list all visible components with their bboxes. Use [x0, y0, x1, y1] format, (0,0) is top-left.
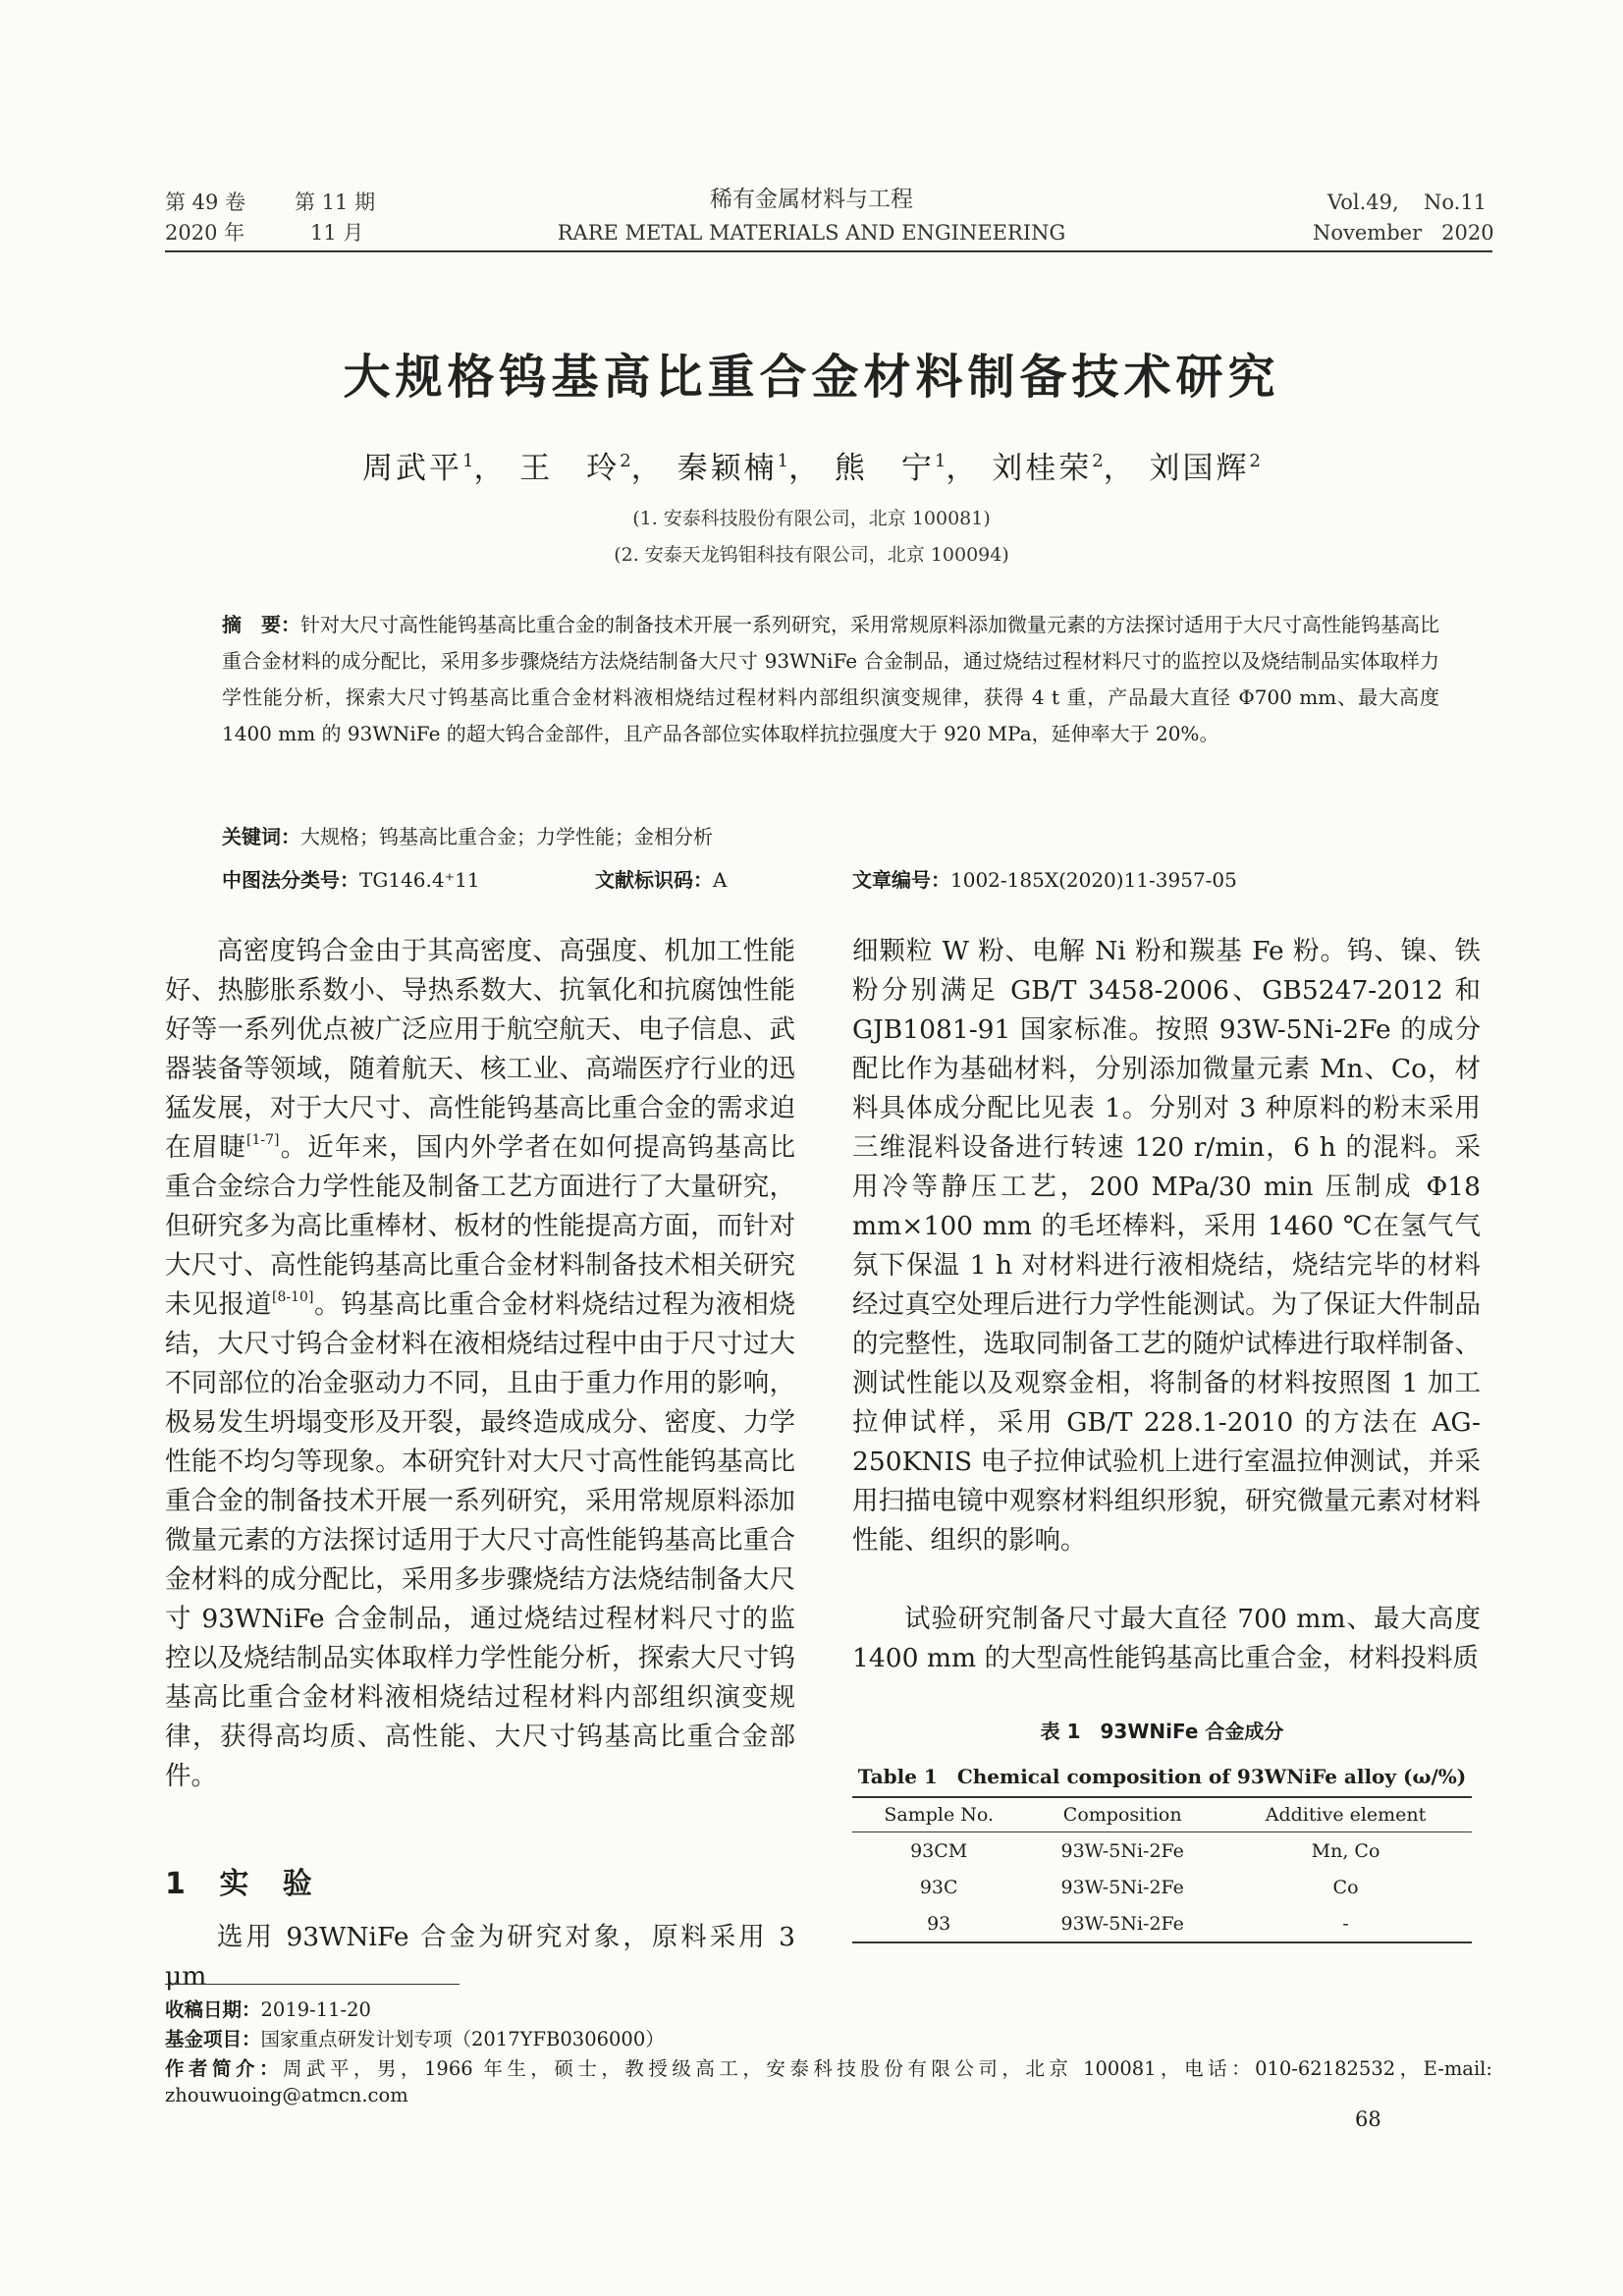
- table-header-cell: Composition: [1025, 1797, 1219, 1832]
- citation-8-10: [8-10]: [272, 1289, 314, 1305]
- table-cell: 93: [852, 1905, 1025, 1942]
- table-cell: 93W-5Ni-2Fe: [1060, 1839, 1184, 1862]
- article-number: 文章编号：1002-185X(2020)11-3957-05: [852, 868, 1237, 892]
- header-rule: [165, 250, 1492, 252]
- table-cell: 93C: [919, 1876, 958, 1898]
- table-cell: Co: [1332, 1876, 1359, 1898]
- author-6: 刘国辉$^2$: [1149, 451, 1261, 486]
- header-month: 11 月: [310, 221, 364, 245]
- header-no-en: No.11: [1424, 191, 1488, 214]
- affiliation-1: (1. 安泰科技股份有限公司，北京 100081): [632, 508, 991, 529]
- experiment-paragraph-left: 选用 93WNiFe 合金为研究对象，原料采用 3 μm: [165, 1922, 795, 1992]
- table-row: [852, 1905, 1472, 1942]
- table-cell: Mn, Co: [1311, 1839, 1380, 1862]
- header-issue: 第 11 期: [295, 191, 376, 214]
- header-vol-en: Vol.49,: [1327, 191, 1399, 214]
- author-2: 王 玲$^2$，: [519, 451, 665, 486]
- keywords-text: 大规格；钨基高比重合金；力学性能；金相分析: [300, 825, 713, 848]
- intro-paragraph: 高密度钨合金由于其高密度、高强度、机加工性能好、热膨胀系数小、导热系数大、抗氧化和抗腐蚀性能好等一系列优点被广泛应用于航空航天、电子信息、武器装备等领域，随着航天、核工业、高端医疗行业的迅猛发展，对于大尺寸、高性能钨基高比重合金的需求迫在眉睫[1-7]。近年来，国内外学者在如何提高钨基高比重合金综合力学性能及制备工艺方面进行了大量研究，但研究多为高比重棒材、板材的性能提高方面，而针对大尺寸、高性能钨基高比重合金材料制备技术相关研究未见报道[8-10]。钨基高比重合金材料烧结过程为液相烧结，大尺寸钨合金材料在液相烧结过程中由于尺寸过大不同部位的冶金驱动力不同，且由于重力作用的影响，极易发生坍塌变形及开裂，最终造成成分、密度、力学性能不均匀等现象。本研究针对大尺寸高性能钨基高比重合金的制备技术开展一系列研究，采用常规原料添加微量元素的方法探讨适用于大尺寸高性能钨基高比重合金材料的成分配比，采用多步骤烧结方法烧结制备大尺寸 93WNiFe 合金制品，通过烧结过程材料尺寸的监控以及烧结制品实体取样力学性能分析，探索大尺寸钨基高比重合金材料液相烧结过程材料内部组织演变规律，获得高均质、高性能、大尺寸钨基高比重合金部件。: [165, 936, 796, 1791]
- footnote-rule: [165, 1984, 460, 1985]
- footnote-author: 作者简介：周武平，男，1966 年生，硕士，教授级高工，安泰科技股份有限公司，北京 100081，电话：010-62182532，E-mail: zhouwuoing@atmcn.com: [165, 2057, 1492, 2106]
- author-5: 刘桂荣$^2$，: [992, 451, 1137, 486]
- page-number: 68: [1355, 2107, 1381, 2131]
- header-year: 2020 年: [165, 221, 245, 245]
- table-header-cell: Sample No.: [852, 1797, 1025, 1832]
- author-list: [0, 443, 1623, 487]
- author-4: 熊 宁$^1$，: [834, 451, 980, 486]
- author-3: 秦颖楠$^1$，: [676, 451, 823, 486]
- author-1: 周武平$^1$，: [361, 451, 508, 486]
- abstract: [222, 607, 1439, 752]
- table-caption-cn: 表 1 93WNiFe 合金成分: [1040, 1720, 1284, 1743]
- header-volume: 第 49 卷: [165, 191, 246, 214]
- table-cell: -: [1219, 1905, 1472, 1942]
- table-row: [852, 1832, 1472, 1870]
- journal-title-en: RARE METAL MATERIALS AND ENGINEERING: [557, 221, 1066, 245]
- table-header-cell: Additive element: [1219, 1797, 1472, 1832]
- experiment-paragraph-right: 细颗粒 W 粉、电解 Ni 粉和羰基 Fe 粉。钨、镍、铁粉分别满足 GB/T 3458-2006、GB5247-2012 和 GJB1081-91 国家标准。按照 93W-5Ni-2Fe 的成分配比作为基础材料，分别添加微量元素 Mn、Co，材料具体成分配比见表 1。分别对 3 种原料的粉末采用三维混料设备进行转速 120 r/min，6 h 的混料。采用冷等静压工艺，200 MPa/30 min 压制成 Φ18 mm×100 mm 的毛坯棒料，采用 1460 ℃在氢气气氛下保温 1 h 对材料进行液相烧结，烧结完毕的材料经过真空处理后进行力学性能测试。为了保证大件制品的完整性，选取同制备工艺的随炉试棒进行取样制备、测试性能以及观察金相，将制备的材料按照图 1 加工拉伸试样，采用 GB/T 228.1-2010 的方法在 AG-250KNIS 电子拉伸试验机上进行室温拉伸测试，并采用扫描电镜中观察材料组织形貌，研究微量元素对材料性能、组织的影响。: [852, 936, 1481, 1556]
- table-cell: 93W-5Ni-2Fe: [1025, 1905, 1219, 1942]
- document-code: 文献标识码：A: [595, 868, 728, 892]
- abstract-text: 针对大尺寸高性能钨基高比重合金的制备技术开展一系列研究，采用常规原料添加微量元素的方法探讨适用于大尺寸高性能钨基高比重合金材料的成分配比，采用多步骤烧结方法烧结制备大尺寸 93WNiFe 合金制品，通过烧结过程材料尺寸的监控以及烧结制品实体取样力学性能分析，探索大尺寸钨基高比重合金材料液相烧结过程材料内部组织演变规律，获得 4 t 重，产品最大直径 Φ700 mm、最大高度 1400 mm 的 93WNiFe 的超大钨合金部件，且产品各部位实体取样抗拉强度大于 920 MPa，延伸率大于 20%。: [222, 613, 1439, 745]
- footnote-fund: 基金项目：国家重点研发计划专项（2017YFB0306000）: [165, 2028, 665, 2050]
- abstract-label: 摘 要：: [222, 613, 300, 636]
- composition-table: [852, 1796, 1472, 1943]
- section-heading-experiment: 1 实 验: [165, 1867, 324, 1901]
- experiment-paragraph-2: 试验研究制备尺寸最大直径 700 mm、最大高度 1400 mm 的大型高性能钨基高比重合金，材料投料质: [852, 1604, 1481, 1673]
- table-cell: 93W-5Ni-2Fe: [1060, 1876, 1184, 1898]
- journal-title-cn: 稀有金属材料与工程: [710, 187, 913, 212]
- table-row: [852, 1869, 1472, 1905]
- table-header-row: [852, 1797, 1472, 1832]
- affiliation-2: (2. 安泰天龙钨钼科技有限公司，北京 100094): [614, 544, 1009, 566]
- keywords-label: 关键词：: [222, 825, 300, 848]
- table-cell: 93CM: [910, 1839, 968, 1862]
- table-caption-en: Table 1 Chemical composition of 93WNiFe alloy (ω/%): [857, 1765, 1467, 1788]
- header-date-en: November 2020: [1313, 221, 1494, 245]
- clc-number: 中图法分类号：TG146.4⁺11: [222, 868, 480, 892]
- citation-1-7: [1-7]: [245, 1132, 280, 1148]
- footnote-received: 收稿日期：2019-11-20: [165, 1998, 371, 2021]
- paper-title: 大规格钨基高比重合金材料制备技术研究: [343, 350, 1280, 405]
- keywords: [222, 821, 713, 849]
